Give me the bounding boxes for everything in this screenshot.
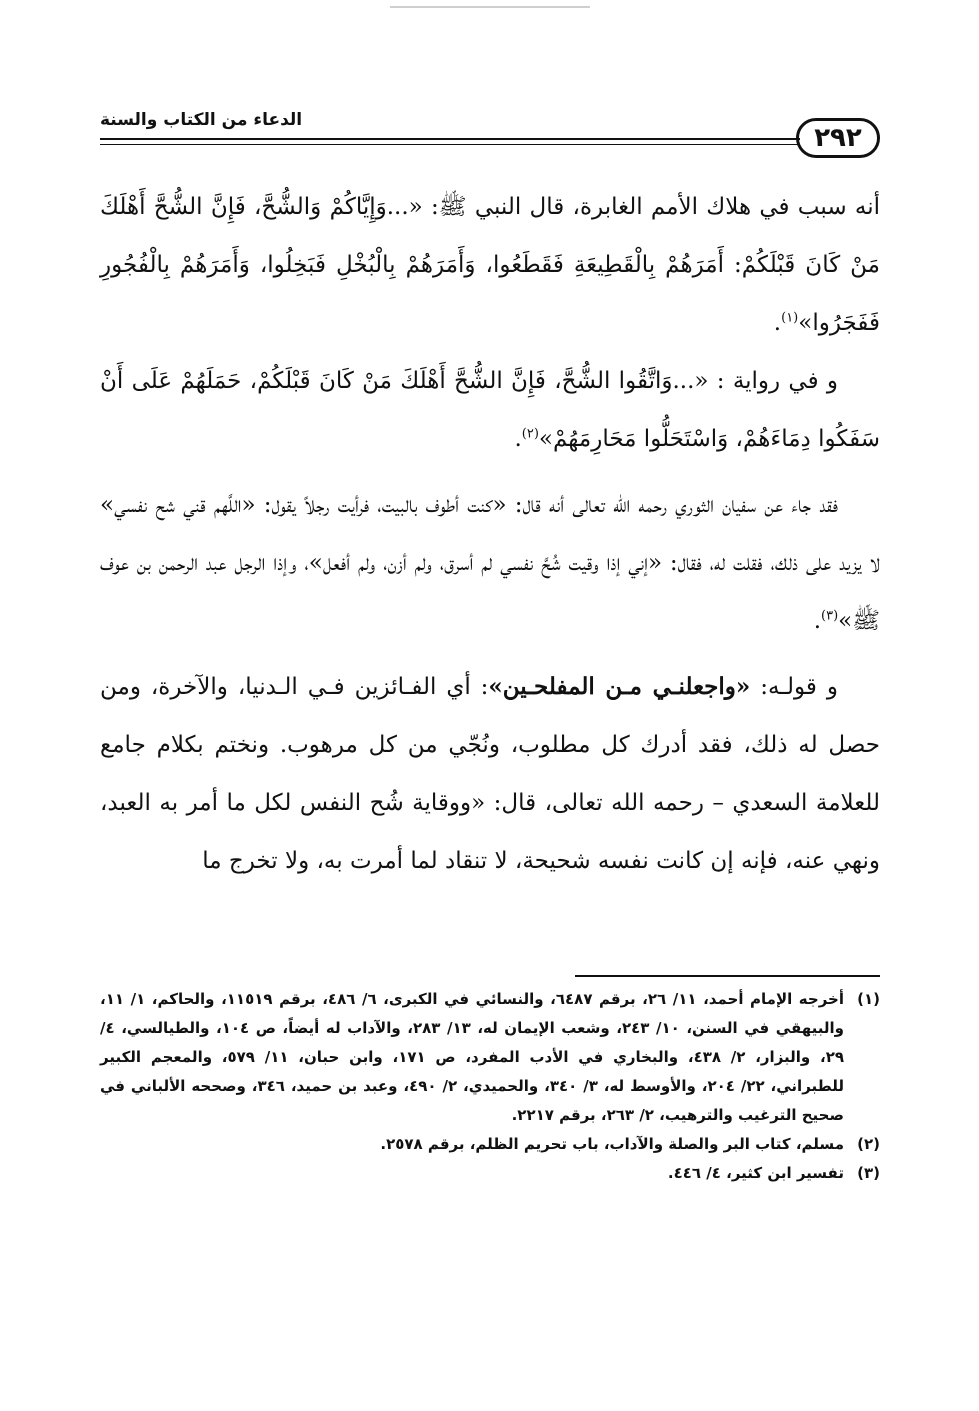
- footnote-number: (٣): [857, 1164, 880, 1182]
- footnote-text: تفسير ابن كثير، ٤/ ٤٤٦.: [667, 1164, 844, 1182]
- footnote-number: (٢): [857, 1135, 880, 1153]
- footnote-separator: [575, 975, 880, 977]
- footnote-text: مسلم، كتاب البر والصلة والآداب، باب تحريم الظلم، برقم ٢٥٧٨.: [380, 1135, 844, 1153]
- header-rule: [100, 138, 800, 140]
- paragraph-text: و في رواية : «...وَاتَّقُوا الشُّحَّ، فَإِنَّ الشُّحَّ أَهْلَكَ مَنْ كَانَ قَبْلَكُمْ، حَمَلَهُمْ عَلَى أَنْ سَفَكُوا دِمَاءَهُمْ، وَاسْتَحَلُّوا مَحَارِمَهُمْ»: [100, 368, 880, 452]
- header-rule-thin: [100, 144, 800, 145]
- footnote: [100, 985, 880, 1130]
- paragraph-text: فقد جاء عن سفيان الثوري رحمه الله تعالى أنه قال: «كنت أطوف بالبيت، فرأيت رجلاً يقول: «اللَّهم قني شح نفسي» لا يزيد على ذلك، فقلت له، فقال: «إني إذا وقيت شُحَّ نفسي لم أسرق، ولم أزن، ولم أفعل»، وإذا الرجل عبد الرحمن بن عوف ﷺ»: [100, 492, 880, 634]
- running-title: الدعاء من الكتاب والسنة: [100, 110, 303, 130]
- footnote: [100, 1159, 880, 1188]
- footnote-text: أخرجه الإمام أحمد، ١١/ ٢٦، برقم ٦٤٨٧، والنسائي في الكبرى، ٦/ ٤٨٦، برقم ١١٥١٩، والحاكم، ١/ ١١، والبيهقي في السنن، ١٠/ ٢٤٣، وشعب الإيمان له، ١٣/ ٢٨٣، والآداب له أيضاً، ص ١٠٤، والطيالسي، ٤/ ٢٩، والبزار، ٢/ ٤٣٨، والبخاري في الأدب المفرد، ص ١٧١، وابن حبان، ١١/ ٥٧٩، والمعجم الكبير للطبراني، ٢٢/ ٢٠٤، والأوسط له، ٣/ ٣٤٠، والحميدي، ٢/ ٤٩٠، وعبد بن حميد، ٣٤٦، وصححه الألباني في صحيح الترغيب والترهيب، ٢/ ٢٦٣، برقم ٢٢١٧.: [100, 990, 845, 1124]
- footnote-ref[interactable]: (٣): [821, 608, 839, 624]
- quoted-verse: «واجعلنـي مـن المفلحـين»: [488, 673, 751, 700]
- footnote-ref[interactable]: (٢): [521, 426, 539, 442]
- paragraph-lead: و قولـه:: [750, 674, 838, 700]
- paragraph: أنه سبب في هلاك الأمم الغابرة، قال النبي ﷺ: «...وَإِيَّاكُمْ وَالشُّحَّ، فَإِنَّ الشُّحَّ أَهْلَكَ مَنْ كَانَ قَبْلَكُمْ: أَمَرَهُمْ بِالْقَطِيعَةِ فَقَطَعُوا، وَأَمَرَهُمْ بِالْبُخْلِ فَبَخِلُوا، وَأَمَرَهُمْ بِالْفُجُورِ فَفَجَرُوا»$^{(١)}$.: [100, 194, 880, 336]
- page-header: [100, 110, 880, 170]
- paragraph-text: : أي الفـائزين فـي الـدنيا، والآخرة، ومن حصل له ذلك، فقد أدرك كل مطلوب، ونُجّي من كل مرهوب. ونختم بكلام جامع للعلامة السعدي – رحمه الله تعالى، قال: «ووقاية شُح النفس لكل ما أمر به العبد، ونهي عنه، فإنه إن كانت نفسه شحيحة، لا تنقاد لما أمرت به، ولا تخرج ما: [100, 674, 880, 874]
- footnote: [100, 1130, 880, 1159]
- footnote-ref[interactable]: (١): [781, 310, 799, 326]
- scan-edge-mark: [390, 6, 590, 8]
- paragraph-text: أنه سبب في هلاك الأمم الغابرة، قال النبي ﷺ: «...وَإِيَّاكُمْ وَالشُّحَّ، فَإِنَّ الشُّحَّ أَهْلَكَ مَنْ كَانَ قَبْلَكُمْ: أَمَرَهُمْ بِالْقَطِيعَةِ فَقَطَعُوا، وَأَمَرَهُمْ بِالْبُخْلِ فَبَخِلُوا، وَأَمَرَهُمْ بِالْفُجُورِ فَفَجَرُوا»: [100, 194, 880, 336]
- paragraph: و في رواية : «...وَاتَّقُوا الشُّحَّ، فَإِنَّ الشُّحَّ أَهْلَكَ مَنْ كَانَ قَبْلَكُمْ، حَمَلَهُمْ عَلَى أَنْ سَفَكُوا دِمَاءَهُمْ، وَاسْتَحَلُّوا مَحَارِمَهُمْ»$^{(٢)}$.: [100, 368, 880, 452]
- paragraph: فقد جاء عن سفيان الثوري رحمه الله تعالى أنه قال: «كنت أطوف بالبيت، فرأيت رجلاً يقول: «اللَّهم قني شح نفسي» لا يزيد على ذلك، فقلت له، فقال: «إني إذا وقيت شُحَّ نفسي لم أسرق، ولم أزن، ولم أفعل»، وإذا الرجل عبد الرحمن بن عوف ﷺ»$^{(٣)}$.: [100, 492, 880, 634]
- footnotes: [100, 985, 880, 1188]
- paragraph: [100, 658, 880, 890]
- main-text: [100, 178, 880, 890]
- footnote-number: (١): [857, 990, 880, 1008]
- page-number: ٢٩٢: [796, 118, 880, 158]
